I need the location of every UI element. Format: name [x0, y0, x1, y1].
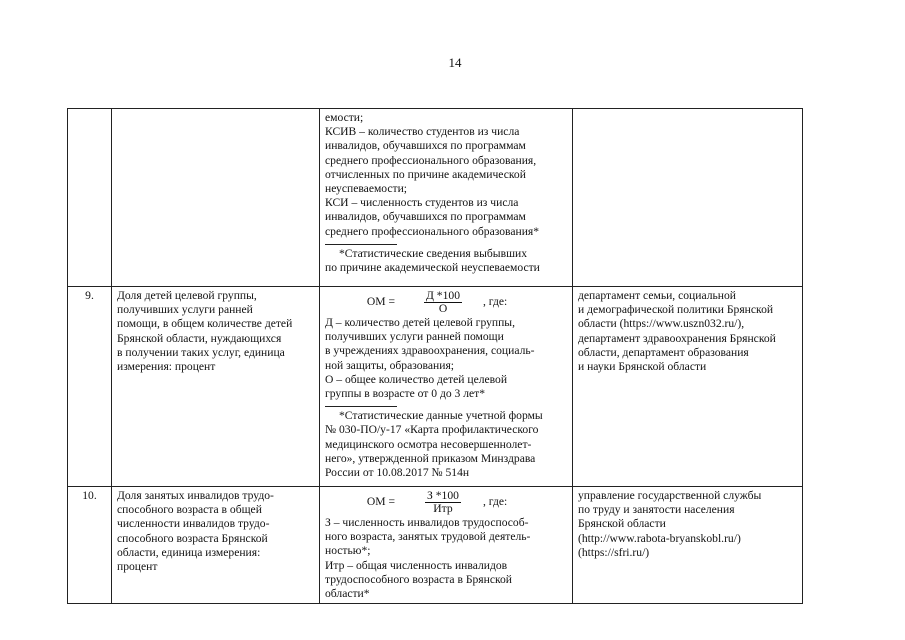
- formula-description-line: емости;: [325, 111, 364, 124]
- data-source-line: департамент здравоохранения Брянской: [578, 331, 776, 345]
- data-source-line: (http://www.rabota-bryanskobl.ru/): [578, 531, 741, 545]
- formula-numerator: З *100: [427, 488, 459, 502]
- formula-description-line: получивших услуги ранней помощи: [325, 330, 504, 344]
- data-source-cell: [573, 109, 803, 287]
- formula-description-line: отчисленных по причине академической: [325, 167, 526, 181]
- formula-description-line: трудоспособного возраста в Брянской: [325, 572, 513, 586]
- indicator-name-line: измерения: процент: [117, 360, 216, 374]
- formula-description-line: Д – количество детей целевой группы,: [325, 316, 515, 329]
- indicator-name-line: области, единица измерения:: [117, 545, 261, 559]
- footnote-divider: [325, 406, 397, 407]
- formula-lhs: ОМ =: [366, 294, 395, 308]
- formula-description-line: ного возраста, занятых трудовой деятель-: [325, 530, 531, 544]
- formula: [325, 489, 567, 515]
- indicator-name-line: способного возраста в общей: [117, 503, 262, 517]
- formula-description-line: среднего профессионального образования*: [325, 224, 540, 238]
- footnote-line: России от 10.08.2017 № 514н: [325, 466, 470, 480]
- formula-description-line: Итр – общая численность инвалидов: [325, 558, 508, 572]
- table-row: [68, 287, 803, 487]
- formula-description-line: КСИВ – количество студентов из числа: [325, 125, 520, 139]
- formula-description-line: среднего профессионального образования,: [325, 153, 537, 167]
- data-source-cell: [573, 287, 803, 487]
- row-number-cell: 10.: [68, 487, 112, 604]
- row-number-cell: [68, 109, 112, 287]
- footnote-line: него», утвержденной приказом Минздрава: [325, 451, 536, 465]
- indicator-name-line: численности инвалидов трудо-: [117, 517, 270, 531]
- table-row: [68, 109, 803, 287]
- indicator-name-line: Брянской области, нуждающихся: [117, 331, 282, 345]
- footnote-divider: [325, 244, 397, 245]
- data-source-line: по труду и занятости населения: [578, 503, 735, 517]
- formula: [325, 289, 567, 315]
- indicator-name-line: помощи, в общем количестве детей: [117, 317, 293, 331]
- indicator-name-line: Доля детей целевой группы,: [117, 289, 257, 302]
- indicator-name-line: в получении таких услуг, единица: [117, 345, 285, 359]
- data-source-line: и науки Брянской области: [578, 360, 707, 374]
- data-source-cell: [573, 487, 803, 604]
- indicator-table-body: [68, 109, 803, 604]
- indicator-name-line: способного возраста Брянской: [117, 531, 268, 545]
- formula-description-line: инвалидов, обучавшихся по программам: [325, 139, 526, 153]
- formula-description-line: З – численность инвалидов трудоспособ-: [325, 516, 529, 529]
- indicator-name-cell: [112, 287, 320, 487]
- data-source-line: управление государственной службы: [578, 489, 762, 502]
- indicator-name-cell: [112, 109, 320, 287]
- indicator-name-line: Доля занятых инвалидов трудо-: [117, 489, 274, 502]
- formula-numerator: Д *100: [426, 288, 460, 302]
- data-source-line: департамент семьи, социальной: [578, 289, 736, 302]
- formula-lhs: ОМ =: [366, 494, 395, 508]
- data-source-line: Брянской области: [578, 517, 666, 531]
- formula-suffix: , где:: [483, 294, 508, 308]
- formula-fraction: [413, 490, 473, 515]
- formula-cell: [320, 109, 573, 287]
- formula-description-line: в учреждениях здравоохранения, социаль-: [325, 344, 535, 358]
- formula-denominator: Итр: [433, 501, 453, 515]
- formula-description-line: инвалидов, обучавшихся по программам: [325, 210, 526, 224]
- data-source-line: и демографической политики Брянской: [578, 303, 774, 317]
- footnote-line: медицинского осмотра несовершеннолет-: [325, 437, 532, 451]
- data-source-line: области, департамент образования: [578, 345, 749, 359]
- footnote-line: по причине академической неуспеваемости: [325, 261, 540, 275]
- formula-fraction: [413, 290, 473, 315]
- footnote-line: № 030-ПО/у-17 «Карта профилактического: [325, 423, 539, 437]
- data-source-line: области (https://www.uszn032.ru/),: [578, 317, 745, 331]
- formula-cell: [320, 487, 573, 604]
- indicator-table: [67, 108, 803, 604]
- formula-description-line: ной защиты, образования;: [325, 358, 454, 372]
- formula-cell: [320, 287, 573, 487]
- footnote-line: *Статистические сведения выбывших: [339, 246, 527, 260]
- formula-description-line: области*: [325, 587, 370, 601]
- formula-description-line: О – общее количество детей целевой: [325, 372, 508, 386]
- data-source-line: (https://sfri.ru/): [578, 545, 650, 559]
- indicator-name-line: процент: [117, 560, 158, 574]
- formula-denominator: О: [438, 301, 448, 315]
- page-number: 14: [448, 55, 462, 70]
- row-number-cell: 9.: [68, 287, 112, 487]
- formula-description-line: неуспеваемости;: [325, 182, 408, 196]
- indicator-name-line: получивших услуги ранней: [117, 303, 253, 317]
- formula-description-line: КСИ – численность студентов из числа: [325, 196, 519, 210]
- formula-suffix: , где:: [483, 494, 508, 508]
- table-row: [68, 487, 803, 604]
- formula-description-line: группы в возрасте от 0 до 3 лет*: [325, 387, 486, 401]
- formula-description-line: ностью*;: [325, 544, 371, 558]
- indicator-name-cell: [112, 487, 320, 604]
- footnote-line: *Статистические данные учетной формы: [339, 409, 543, 423]
